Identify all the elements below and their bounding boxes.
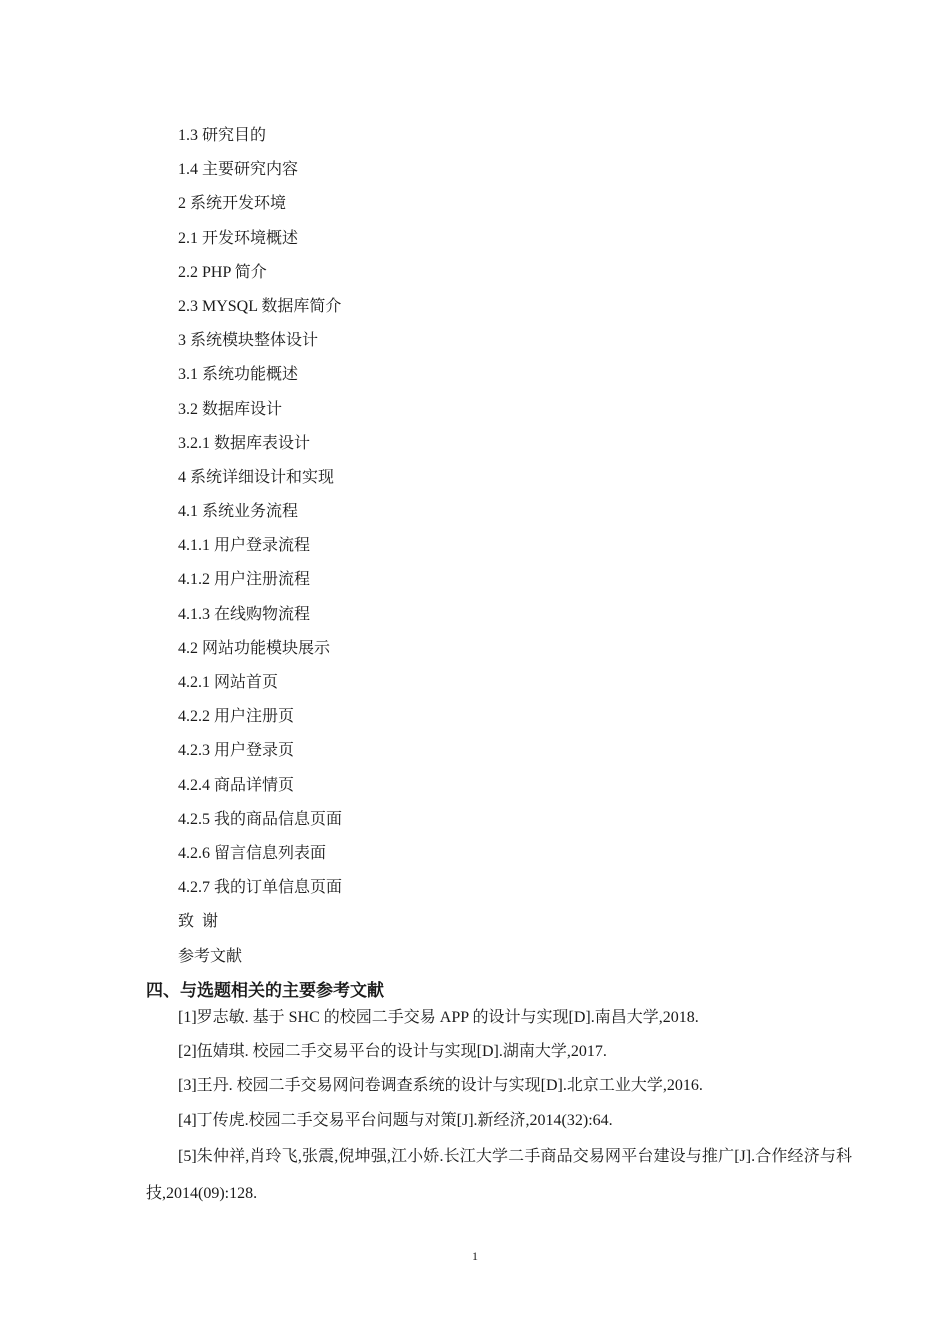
toc-item: 4.1.1 用户登录流程 (178, 537, 311, 555)
page-number: 1 (472, 1249, 478, 1263)
toc-item: 1.4 主要研究内容 (178, 161, 299, 179)
toc-item: 4.2.4 商品详情页 (178, 776, 295, 794)
toc-item: 2.3 MYSQL 数据库简介 (178, 297, 342, 315)
toc-item: 致 谢 (178, 913, 219, 931)
toc-item: 3.2.1 数据库表设计 (178, 434, 311, 452)
reference-item: [5]朱仲祥,肖玲飞,张震,倪坤强,江小娇.长江大学二手商品交易网平台建设与推广[J].合作经济与科技,2014(09):128. (146, 1147, 852, 1202)
toc-item: 3.2 数据库设计 (178, 400, 283, 418)
toc-item: 2.1 开发环境概述 (178, 229, 299, 247)
toc-item: 4.1 系统业务流程 (178, 503, 299, 521)
toc-item: 2 系统开发环境 (178, 195, 287, 213)
toc-item: 4.2.7 我的订单信息页面 (178, 879, 343, 897)
reference-list (146, 1001, 852, 1212)
toc-item: 4.2 网站功能模块展示 (178, 639, 331, 657)
toc-item: 4.1.2 用户注册流程 (178, 571, 311, 589)
toc-item: 4.2.2 用户注册页 (178, 708, 295, 726)
reference-item: [3]王丹. 校园二手交易网问卷调查系统的设计与实现[D].北京工业大学,2016. (178, 1077, 703, 1095)
toc-item: 4.1.3 在线购物流程 (178, 605, 311, 623)
toc-item: 4.2.6 留言信息列表面 (178, 844, 327, 862)
reference-item: [4]丁传虎.校园二手交易平台问题与对策[J].新经济,2014(32):64. (178, 1111, 613, 1129)
toc-item: 4.2.1 网站首页 (178, 674, 279, 691)
toc-item: 2.2 PHP 简介 (178, 263, 267, 281)
toc-item: 3 系统模块整体设计 (178, 332, 319, 350)
reference-item: [1]罗志敏. 基于 SHC 的校园二手交易 APP 的设计与实现[D].南昌大学,2018. (178, 1009, 699, 1026)
toc-item: 参考文献 (178, 947, 243, 965)
table-of-contents (178, 123, 342, 978)
reference-item: [2]伍婧琪. 校园二手交易平台的设计与实现[D].湖南大学,2017. (178, 1043, 607, 1061)
toc-item: 3.1 系统功能概述 (178, 366, 299, 384)
references-heading: 四、与选题相关的主要参考文献 (146, 981, 384, 1001)
toc-item: 1.3 研究目的 (178, 127, 267, 144)
toc-item: 4.2.3 用户登录页 (178, 742, 295, 760)
toc-item: 4 系统详细设计和实现 (178, 468, 335, 486)
toc-item: 4.2.5 我的商品信息页面 (178, 810, 343, 828)
